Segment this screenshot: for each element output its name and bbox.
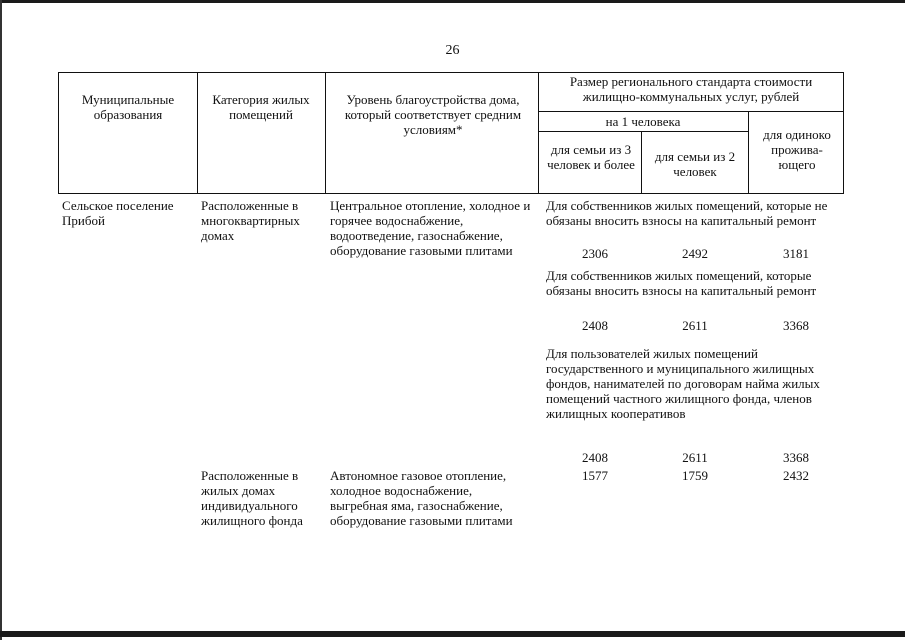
col-divider-family — [641, 131, 642, 194]
category-apartment-buildings: Расположенные в многоквартирных домах — [201, 198, 300, 243]
group3-value-single: 3368 — [783, 450, 809, 465]
header-bottom-border — [58, 193, 844, 194]
header-per-person: на 1 человека — [605, 114, 681, 129]
amenities-private-houses: Автономное газовое отопление, холодное водоснабжение, выгребная яма, газоснабжение, оборудование газовыми плитами — [330, 468, 513, 528]
per-person-divider — [538, 131, 748, 132]
private-value-family2: 1759 — [682, 468, 708, 483]
private-value-single: 2432 — [783, 468, 809, 483]
group1-value-single: 3181 — [783, 246, 809, 261]
scan-edge-bottom — [0, 631, 905, 637]
subheader-divider — [538, 111, 844, 112]
col-divider-2 — [325, 72, 326, 194]
municipality-name: Сельское поселение Прибой — [62, 198, 174, 228]
group3-value-family2: 2611 — [682, 450, 708, 465]
group1-value-family3: 2306 — [582, 246, 608, 261]
header-family-2: для семьи из 2 человек — [654, 149, 736, 179]
table-left-border — [58, 72, 59, 194]
header-standard-size: Размер регионального стандарта стоимости жилищно-коммунальных услуг, рублей — [569, 74, 813, 104]
group2-value-single: 3368 — [783, 318, 809, 333]
group3-description: Для пользователей жилых помещений государственного и муниципального жилищных фондов, нанимателей по договорам найма жилых помещений частного жилищного фонда, членов жилищных кооперативов — [546, 346, 820, 421]
header-category: Категория жилых помещений — [212, 92, 310, 122]
header-single: для одиноко прожива-ющего — [763, 127, 831, 172]
group2-value-family2: 2611 — [682, 318, 708, 333]
header-amenities: Уровень благоустройства дома, который соответствует средним условиям* — [344, 92, 522, 137]
col-divider-single — [748, 111, 749, 194]
header-municipality: Муниципальные образования — [81, 92, 175, 122]
group2-value-family3: 2408 — [582, 318, 608, 333]
col-divider-3 — [538, 72, 539, 194]
page-number: 26 — [445, 43, 460, 58]
private-value-family3: 1577 — [582, 468, 608, 483]
col-divider-1 — [197, 72, 198, 194]
header-family-3: для семьи из 3 человек и более — [547, 142, 635, 172]
scan-edge-left — [0, 0, 2, 640]
group3-value-family3: 2408 — [582, 450, 608, 465]
table-right-border — [843, 72, 844, 194]
group1-value-family2: 2492 — [682, 246, 708, 261]
scan-edge-top — [0, 0, 905, 3]
table-top-border — [58, 72, 844, 73]
group2-description: Для собственников жилых помещений, которые обязаны вносить взносы на капитальный ремонт — [546, 268, 817, 298]
category-private-houses: Расположенные в жилых домах индивидуального жилищного фонда — [201, 468, 303, 528]
group1-description: Для собственников жилых помещений, которые не обязаны вносить взносы на капитальный ремонт — [546, 198, 828, 228]
amenities-apartment-buildings: Центральное отопление, холодное и горячее водоснабжение, водоотведение, газоснабжение, оборудование газовыми плитами — [330, 198, 531, 258]
